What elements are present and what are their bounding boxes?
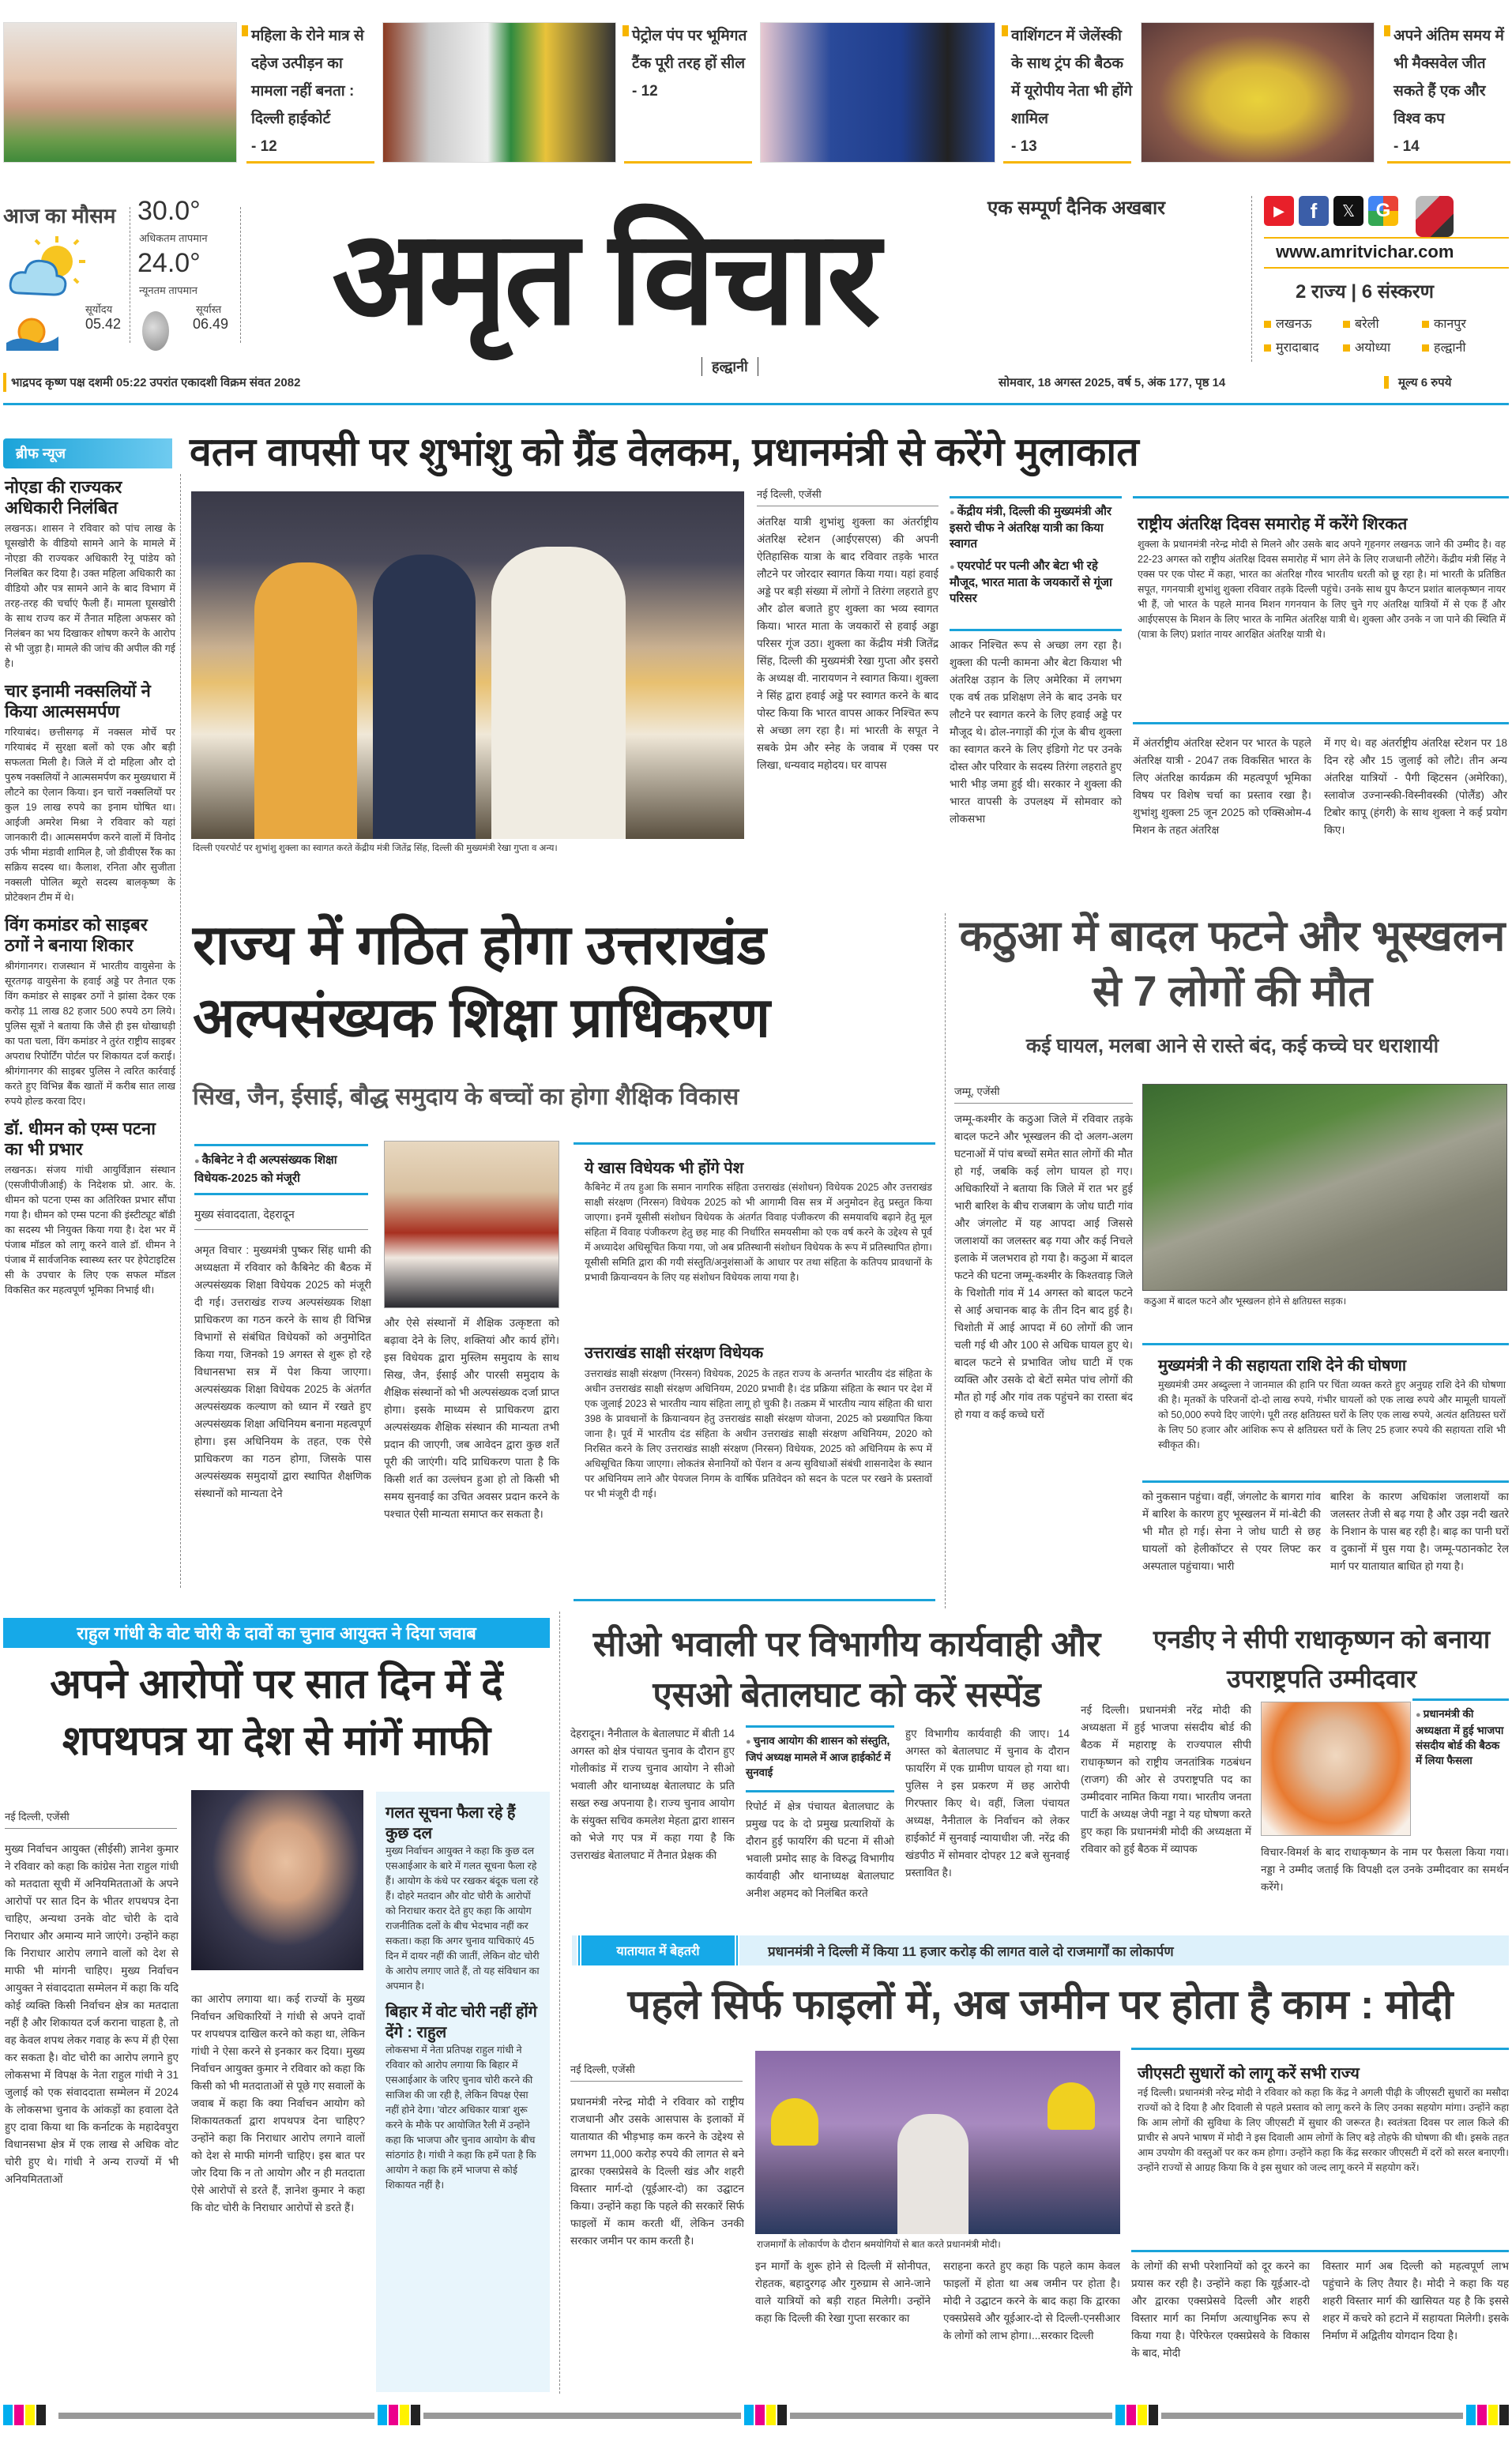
divider — [240, 207, 241, 343]
color-bar — [3, 2405, 49, 2425]
color-bar — [1112, 2405, 1161, 2425]
color-bar — [374, 2405, 423, 2425]
highway-body-col4: के लोगों की सभी परेशानियों को दूर करने का प्रयास कर रही है। उन्होंने कहा कि यूईआर-दो और द्वारका एक्सप्रेसवे दिल्ली और शहरी विस्तार मार्ग का निर्माण अत्याधुनिक रूप से किया गया है। पेरिफेरल एक्सप्रेसवे के विकास के बाद, मोदी — [1131, 2260, 1310, 2359]
box-body: मुख्यमंत्री उमर अब्दुल्ला ने जानमाल की हानि पर चिंता व्यक्त करते हुए अनुग्रह राशि देने की घोषणा की है। मृतकों के परिजनों दो-दो लाख रुपये, गंभीर घायलों को एक लाख रुपये और मामूली घायलों को 50,000 रुपये दिए जाएंगे। पूरी तरह क्षतिग्रस्त घरों के लिए एक लाख रुपये, अत्यंत क्षतिग्रस्त घरों के लिए 50 हजार और आंशिक रूप से क्षतिग्रस्त घरों के लिए 25 हजार रुपये की सहायता राशि भी स्वीकृत की। — [1158, 1379, 1506, 1450]
helmet — [1047, 2082, 1095, 2130]
box-headline: जीएसटी सुधारों को लागू करें सभी राज्य — [1138, 2065, 1360, 2082]
divider — [1142, 1343, 1509, 1345]
highway-photo-caption: राजमार्गों के लोकार्पण के दौरान श्रमयोगियों से बात करते प्रधानमंत्री मोदी। — [757, 2239, 1001, 2250]
divider — [5, 1828, 177, 1829]
google-icon[interactable]: G — [1368, 196, 1398, 226]
nda-highlight: ● प्रधानमंत्री की अध्यक्षता में हुई भाजपा संसदीय बोर्ड की बैठक में लिया फैसला — [1416, 1706, 1509, 1768]
brief-headline: चार इनामी नक्सलियों ने किया आत्मसमर्पण — [5, 681, 151, 721]
lead-headline[interactable]: वतन वापसी पर शुभांशु को ग्रैंड वेलकम, प्रधानमंत्री से करेंगे मुलाकात — [190, 430, 1139, 474]
masthead-rule — [3, 403, 1509, 405]
teaser-image-court[interactable] — [3, 22, 237, 163]
uttarakhand-highlight: ● कैबिनेट ने दी अल्पसंख्यक शिक्षा विधेयक-2025 को मंजूरी — [194, 1152, 368, 1187]
color-bar — [741, 2405, 790, 2425]
co-body-col3: हुए विभागीय कार्यवाही की जाए। 14 अगस्त को बेतालघाट में चुनाव के दौरान फायरिंग में एक ग्रामीण घायल हो गया था। पुलिस ने इस प्रकरण में छह आरोपी गिरफ्तार किए थे। वहीं, जिला पंचायत अध्यक्ष, नैनीताल के निर्वाचन को लेकर हाईकोर्ट में सुनवाई न्यायाधीश जी. नरेंद्र की खंडपीठ में सोमवार दोपहर 12 बजे सुनवाई प्रस्तावित है। — [905, 1728, 1070, 1879]
cec-headline[interactable]: अपने आरोपों पर सात दिन में दें शपथपत्र या देश से मांगें माफी — [50, 1661, 503, 1764]
highway-banner-label: यातायात में बेहतरी — [577, 1935, 739, 1965]
brief-item[interactable] — [5, 915, 175, 1109]
highway-body-col1: प्रधानमंत्री नरेन्द्र मोदी ने रविवार को राष्ट्रीय राजधानी और उसके आसपास के इलाकों में यातायात की भीड़भाड़ कम करने के उद्देश्य से लगभग 11,000 करोड़ रुपये की लागत से बने द्वारका एक्सप्रेसवे के दिल्ली खंड और शहरी विस्तार मार्ग-दो (यूईआर-दो) का उद्घाटन किया। उन्होंने कहा कि पहले की सरकारें सिर्फ फाइलों में काम करती थीं, लेकिन उनकी सरकार जमीन पर काम करती है। — [570, 2096, 744, 2247]
teaser-underline — [1387, 161, 1510, 164]
lead-dateline: नई दिल्ली, एजेंसी — [757, 488, 822, 500]
co-highlight: ● चुनाव आयोग की शासन को संस्तुति, जिपं अध्यक्ष मामले में आज हाईकोर्ट में सुनवाई — [746, 1733, 894, 1780]
person-figure — [373, 555, 476, 839]
dhami-photo[interactable] — [384, 1141, 559, 1308]
kathua-body-col1: जम्मू-कश्मीर के कठुआ जिले में रविवार तड़के बादल फटने और भूस्खलन की दो अलग-अलग घटनाओं में पांच बच्चों समेत सात लोगों की मौत हो गई, जबकि कई लोग घायल हो गए। अधिकारियों ने बताया कि जिले में रात भर हुई भारी बारिश के बीच राजबाग के जोध घाटी गांव और जंगलोट में यह आपदा आई जिससे जलाशयों का जलस्तर बढ़ गया और कई निचले इलाके में जलभराव हो गया है। कठुआ में बादल फटने की घटना जम्मू-कश्मीर के किश्तवाड़ जिले के चिशोती गांव में 14 अगस्त को बादल फटने से आई अचानक बाढ़ के तीन दिन बाद हुई है। चिशोती में आई आपदा में 60 लोगों की जान चली गई थी और 100 से अधिक घायल हुए थे। बादल फटने से प्रभावित जोध घाटी में एक व्यक्ति और उसके दो बेटों समेत पांच लोगों की मौत हो गई और गांव तक पहुंचने का रास्ता बंद हो गया व कई कच्चे घरों — [954, 1113, 1133, 1420]
youtube-icon[interactable]: ▶ — [1264, 196, 1294, 226]
brief-headline: डॉ. धीमन को एम्स पटना का भी प्रभार — [5, 1119, 156, 1159]
box-headline: मुख्यमंत्री ने की सहायता राशि देने की घोषणा — [1158, 1357, 1407, 1375]
edition-ayodhya[interactable]: अयोध्या — [1343, 338, 1422, 355]
uttarakhand-headline[interactable]: राज्य में गठित होगा उत्तराखंड अल्पसंख्यक शिक्षा प्राधिकरण — [193, 914, 770, 1048]
divider — [1131, 2250, 1509, 2252]
facebook-icon[interactable]: f — [1299, 196, 1329, 226]
brief-body: श्रीगंगानगर। राजस्थान में भारतीय वायुसेना के सूरतगढ़ वायुसेना के हवाई अड्डे पर तैनात एक विंग कमांडर से साइबर ठगों ने झांसा देकर एक करोड़ 11 लाख 82 हजार 500 रुपये ठग लिये। पुलिस सूत्रों ने बताया कि जैसे ही इस धोखाधड़ी का पता चला, विंग कमांडर ने तुरंत राष्ट्रीय साइबर अपराध रिपोर्टिंग पोर्टल पर शिकायत दर्ज कराई। श्रीगंगानगर की साइबर पुलिस ने त्वरित कार्रवाई करते हुए विभिन्न बैंक खातों में करीब सात लाख रुपये होल्ड करवा दिए। — [5, 961, 175, 1107]
brief-body: लखनऊ। संजय गांधी आयुर्विज्ञान संस्थान (एसजीपीजीआई) के निदेशक प्रो. आर. के. धीमन को पटना एम्स का अतिरिक्त प्रभार सौंपा गया है। धीमन को एम्स पटना की इंस्टीट्यूट बॉडी का सदस्य भी नियुक्त किया गया है। देश भर में पंजाब मॉडल को लागू करने वाले डॉ. धीमन ने पंजाब में सार्वजनिक स्वास्थ्य स्तर पर हेपेटाइटिस सी के उपचार के लिए एक सफल मॉडल विकसित कर महत्वपूर्ण भूमिका निभाई थी। — [5, 1164, 175, 1296]
max-temp-label: अधिकतम तापमान — [139, 232, 208, 244]
teaser-image-eu-leaders[interactable] — [760, 22, 995, 163]
divider — [570, 2081, 743, 2082]
cec-body-col1: मुख्य निर्वाचन आयुक्त (सीईसी) ज्ञानेश कुमार ने रविवार को कहा कि कांग्रेस नेता राहुल गांधी को मतदाता सूची में अनियमितताओं के अपने आरोपों पर सात दिन के भीतर शपथपत्र देना चाहिए, अन्यथा उनके वोट चोरी के दावे निराधार और अमान्य माने जाएंगे। उन्होंने कहा कि निराधार आरोप लगाने वालों को देश से माफी भी मांगनी चाहिए। मुख्य निर्वाचन आयुक्त ने संवाददाता सम्मेलन में कहा कि यदि कोई व्यक्ति किसी निर्वाचन क्षेत्र का मतदाता नहीं है और शिकायत दर्ज कराना चाहता है, तो वह केवल शपथ लेकर गवाह के रूप में ही ऐसा कर सकता है। वोट चोरी का आरोप लगाने हुए लोकसभा में विपक्ष के नेता राहुल गांधी ने 31 जुलाई को एक संवाददाता सम्मेलन में 2024 के लोकसभा चुनाव के आंकड़ों का हवाला देते हुए दावा किया था कि कर्नाटक के महादेवपुरा विधानसभा क्षेत्र में एक लाख से अधिक वोट चोरी हुए थे। गांधी ने अन्य राज्यों में भी अनियमितताओं — [5, 1843, 179, 2185]
divider — [194, 1144, 368, 1146]
divider — [1142, 1480, 1509, 1483]
teaser-4[interactable]: अपने अंतिम समय में भी मैक्सवेल जीत सकते हैं एक और विश्व कप - 14 — [1394, 22, 1508, 160]
sunrise-time: 05.42 — [85, 316, 122, 332]
brief-item[interactable] — [5, 681, 175, 905]
partly-cloudy-icon — [8, 236, 87, 299]
teaser-underline — [1003, 161, 1131, 164]
dateline: सोमवार, 18 अगस्त 2025, वर्ष 5, अंक 177, पृष्ठ 14 — [999, 376, 1226, 389]
sidebar-box-headline: राष्ट्रीय अंतरिक्ष दिवस समारोह में करेंगे शिरकत — [1138, 515, 1408, 533]
nda-headline[interactable]: एनडीए ने सीपी राधाकृष्णन को बनाया उपराष्ट्रपति उम्मीदवार — [1153, 1625, 1491, 1693]
divider — [194, 1229, 368, 1230]
editions-summary: 2 राज्य | 6 संस्करण — [1296, 281, 1434, 303]
lead-body-col1: अंतरिक्ष यात्री शुभांशु शुक्ला का अंतर्राष्ट्रीय अंतरिक्ष स्टेशन (आईएसएस) की अपनी ऐतिहासिक यात्रा के बाद रविवार तड़के भारत लौटने पर जोरदार स्वागत किया गया। यहां हवाई अड्डे पर बड़ी संख्या में लोगों ने तिरंगा लहराते हुए और ढोल बजाते हुए शुक्ला का भव्य स्वागत किया। भारत माता के जयकारों से हवाई अड्डा परिसर गूंज उठा। शुक्ला का केंद्रीय मंत्री जितेंद्र सिंह, दिल्ली की मुख्यमंत्री रेखा गुप्ता और इसरो के अध्यक्ष वी. नारायणन ने स्वागत किया। शुक्ला ने सिंह द्वारा हवाई अड्डे पर स्वागत करने के बाद पोस्ट किया कि भारत वापस आकर निश्चित रूप से अच्छा लग रहा है। मां भारती के सपूत ने सबके प्रेम और स्नेह के जवाब में एक्स पर लिखा, धन्यवाद महोदय। घर वापस — [757, 516, 938, 771]
panchang: भाद्रपद कृष्ण पक्ष दशमी 05:22 उपरांत एकादशी विक्रम संवत 2082 — [11, 376, 301, 389]
box-headline: उत्तराखंड साक्षी संरक्षण विधेयक — [585, 1345, 764, 1362]
divider — [954, 1103, 1133, 1104]
brief-body: लखनऊ। शासन ने रविवार को पांच लाख के घूसखोरी के वीडियो सामने आने के मामले में नोएडा की राज्यकर अधिकारी रेनू पांडेय को निलंबित कर दिया है। उक्त महिला अधिकारी का वीडियो और पत्र सामने आने के बाद विभाग में तरह-तरह की चर्चाएं फैली हैं। मामला घूसखोरी के साथ राज्य कर में तैनात महिला अफसर को निलंबन का भय दिखाकर शोषण करने के आरोप से भी जुड़ा है। मामले की जांच की अपील की गई है। — [5, 523, 175, 669]
highway-body-col2: इन मार्गों के शुरू होने से दिल्ली में सोनीपत, रोहतक, बहादुरगढ़ और गुरुग्राम से आने-जाने वाले यात्रियों को बड़ी राहत मिलेगी। उन्होंने कहा कि दिल्ली की रेखा गुप्ता सरकार का — [755, 2260, 931, 2324]
edition-city: हल्द्वानी — [701, 357, 758, 376]
co-headline[interactable]: सीओ भवाली पर विभागीय कार्यवाही और एसओ बेतालघाट को करें सस्पेंड — [592, 1625, 1101, 1714]
divider — [574, 1599, 935, 1601]
divider — [1264, 267, 1509, 269]
box-body: मुख्य निर्वाचन आयुक्त ने कहा कि कुछ दल एसआईआर के बारे में गलत सूचना फैला रहे हैं। आयोग के कंधे पर रखकर बंदूक चला रहे हैं। दोहरे मतदान और वोट चोरी के आरोपों को निराधार करार देते हुए कहा कि आयोग राजनीतिक दलों के बीच भेदभाव नहीं कर सकता। कहा कि अगर चुनाव याचिकाएं 45 दिन में दायर नहीं की जातीं, लेकिन वोट चोरी के आरोप लगाए जाते हैं, तो यह संविधान का अपमान है। — [386, 1845, 540, 1992]
nda-body-col1: नई दिल्ली। प्रधानमंत्री नरेंद्र मोदी की अध्यक्षता में हुई भाजपा संसदीय बोर्ड की बैठक में महाराष्ट्र के राज्यपाल सीपी राधाकृष्णन को राष्ट्रीय जनतांत्रिक गठबंधन (राजग) की ओर से उपराष्ट्रपति पद का उम्मीदवार नामित किया गया। भारतीय जनता पार्टी के अध्यक्ष जेपी नड्डा ने यह घोषणा करते हुए कहा कि प्रधानमंत्री मोदी की अध्यक्षता में रविवार को हुई बैठक में व्यापक — [1081, 1704, 1251, 1855]
sunset-label: सूर्यास्त — [196, 303, 222, 315]
brief-item[interactable] — [5, 1119, 175, 1298]
edition-moradabad[interactable]: मुरादाबाद — [1264, 338, 1343, 355]
special-bills-box — [585, 1158, 932, 1285]
brief-item[interactable] — [5, 477, 175, 671]
weather-box — [3, 193, 240, 343]
website-link[interactable]: www.amritvichar.com — [1276, 242, 1454, 261]
highlight-item: ● केंद्रीय मंत्री, दिल्ली की मुख्यमंत्री और इसरो चीफ ने अंतरिक्ष यात्री का किया स्वागत — [950, 504, 1122, 552]
color-bar — [1463, 2405, 1509, 2425]
co-body-col1: देहरादून। नैनीताल के बेतालघाट में बीती 14 अगस्त को क्षेत्र पंचायत चुनाव के दौरान हुए गोलीकांड में राज्य चुनाव आयोग ने सीओ भवाली और थानाध्यक्ष बेतालघाट के प्रति सख्त रुख अपनाया है। राज्य चुनाव आयोग के संयुक्त सचिव कमलेश मेहता द्वारा शासन को भेजे गए पत्र में कहा गया है कि उत्तराखंड बेतालघाट में तैनात प्रेक्षक की — [570, 1728, 735, 1861]
person-figure — [254, 562, 357, 839]
sunset-time: 06.49 — [193, 316, 229, 332]
helmet — [771, 2098, 818, 2146]
lead-photo-caption: दिल्ली एयरपोर्ट पर शुभांशु शुक्ला का स्वागत करते केंद्रीय मंत्री जितेंद्र सिंह, दिल्ली की मुख्यमंत्री रेखा गुप्ता व अन्य। — [193, 844, 558, 853]
edition-kanpur[interactable]: कानपुर — [1422, 314, 1501, 332]
modi-workers-photo[interactable] — [755, 2051, 1120, 2234]
kathua-body-col2: को नुकसान पहुंचा। वहीं, जंगलोट के बागरा गांव में बारिश के कारण हुए भूस्खलन में मां-बेटी की भी मौत हो गई। सेना ने जोध घाटी से छह घायलों को हेलीकॉप्टर से एयर लिफ्ट कर अस्पताल पहुंचाया। भारी — [1142, 1491, 1321, 1572]
sunrise-icon — [6, 311, 58, 351]
social-icons — [1264, 196, 1454, 237]
nda-body-col2: विचार-विमर्श के बाद राधाकृष्णन के नाम पर फैसला किया गया। नड्डा ने उम्मीद जताई कि विपक्षी दल उनके उम्मीदवार का समर्थन करेंगे। — [1261, 1846, 1509, 1893]
highway-banner-text: प्रधानमंत्री ने दिल्ली में किया 11 हजार करोड़ की लागत वाले दो राजमार्गों का लोकार्पण — [768, 1943, 1174, 1959]
masthead-title[interactable]: अमृत विचार — [332, 205, 878, 352]
divider — [950, 629, 1122, 631]
edition-lucknow[interactable]: लखनऊ — [1264, 314, 1343, 332]
landslide-photo-caption: कठुआ में बादल फटने और भूस्खलन होने से क्षतिग्रस्त सड़क। — [1144, 1296, 1347, 1307]
column-divider — [559, 1612, 560, 2394]
highway-body-col5: विस्तार मार्ग अब दिल्ली को महत्वपूर्ण लाभ पहुंचाने के लिए तैयार है। मोदी ने कहा कि यह शहरी विस्तार मार्ग की खासियत यह है कि इससे शहर में कचरे को हटाने में सहायता मिलेगी। इसके निर्माण में अद्वितीय योगदान दिया है। — [1322, 2260, 1509, 2342]
x-icon[interactable]: 𝕏 — [1333, 196, 1363, 226]
microphone-icon — [1416, 196, 1454, 237]
kathua-subheadline: कई घायल, मलबा आने से रास्ते बंद, कई कच्चे घर धराशायी — [1025, 1035, 1439, 1057]
cec-sidebar-box — [376, 1792, 550, 2392]
divider — [950, 496, 1122, 498]
cec-body-col2: का आरोप लगाया था। कई राज्यों के मुख्य निर्वाचन अधिकारियों ने गांधी से अपने दावों पर शपथपत्र दाखिल करने को कहा था, लेकिन गांधी ने ऐसा करने से इनकार कर दिया। मुख्य निर्वाचन आयुक्त कुमार ने रविवार को कहा कि किसी को भी मतदाताओं से पूछे गए सवालों के जवाब में कहा कि क्या निर्वाचन आयोग को शिकायतकर्ता द्वारा शपथपत्र देना चाहिए? उन्होंने कहा कि निराधार आरोप लगाने वालों को देश से माफी मांगनी चाहिए। इस बात पर जोर दिया कि न तो आयोग और न ही मतदाता ऐसे आरोपों से डरते हैं, ज्ञानेश कुमार ने कहा कि वोट चोरी के निराधार आरोपों से डरते हैं। — [191, 1993, 365, 2214]
box-headline: बिहार में वोट चोरी नहीं होंगे देंगे : राहुल — [386, 2003, 537, 2041]
divider — [1133, 722, 1509, 724]
brief-news-list — [5, 477, 175, 1298]
box-body: उत्तराखंड साक्षी संरक्षण (निरसन) विधेयक, 2025 के तहत राज्य के अन्तर्गत भारतीय दंड संहिता के अधीन उत्तराखंड साक्षी संरक्षण अधिनियम, 2020 प्रभावी है। दंड प्रक्रिया संहिता के स्थान पर देश में एक जुलाई 2023 से भारतीय न्याय संहिता लागू हो चुकी है। तत्क्रम में भारतीय न्याय संहिता की धारा 398 के प्रावधानों के क्रियान्वयन हेतु उत्तराखंड साक्षी संरक्षण योजना, 2025 को प्रख्यापित किया जाना है। पूर्व में भारतीय दंड संहिता के अधीन उत्तराखंड साक्षी संरक्षण अधिनियम, 2020 को निरसित करने के लिए उत्तराखंड साक्षी संरक्षण (निरसन) विधेयक, 2025 को अधिनियम के रूप में अधिसूचित किया जाएगा। लोकतंत्र सेनानियों को पेंशन व अन्य सुविधाओं संबंधी शासनादेश के स्थान पर अधिनियम लाने और पेयजल निगम के वार्षिक प्रतिवेदन को सदन के पटल पर रखने के प्रस्तावों पर भी मंजूरी दी गई। — [585, 1368, 932, 1499]
landslide-photo[interactable] — [1142, 1084, 1507, 1291]
column-divider — [945, 913, 946, 1608]
lead-body-col3: में अंतर्राष्ट्रीय अंतरिक्ष स्टेशन पर भारत के पहले अंतरिक्ष यात्री - 2047 तक विकसित भारत के लिए अंतरिक्ष कार्यक्रम की महत्वपूर्ण भूमिका विषय पर विशेष चर्चा का प्रस्ताव रखा है। शुभांशु शुक्ला 25 जून 2025 को एक्सिओम-4 मिशन के तहत अंतरिक्ष — [1133, 737, 1311, 836]
column-divider — [180, 474, 181, 1588]
brief-news-tab[interactable]: ब्रीफ न्यूज — [3, 438, 172, 468]
box-headline: ये खास विधेयक भी होंगे पेश — [585, 1160, 744, 1177]
witness-bill-box — [585, 1343, 932, 1502]
gst-box — [1138, 2063, 1509, 2176]
cec-dateline: नई दिल्ली, एजेंसी — [5, 1811, 70, 1822]
lead-highlights — [950, 504, 1122, 607]
price: मूल्य 6 रुपये — [1398, 376, 1452, 389]
box-body: नई दिल्ली। प्रधानमंत्री नरेन्द्र मोदी ने रविवार को कहा कि केंद्र ने अगली पीढ़ी के जीएसटी सुधारों का मसौदा राज्यों को दे दिया है और दिवाली से पहले प्रस्ताव को लागू करने के लिए उनका सहयोग मांगा। उन्होंने कहा कि आम लोगों की सुविधा के लिए जीएसटी में सुधार की जरूरत है। स्वतंत्रता दिवस पर लाल किले की प्राचीर से अपने भाषण में मोदी ने इस दिवाली आम लोगों के लिए बड़े तोहफे की घोषणा की थी। इसके तहत आम उपयोग की वस्तुओं पर कर कम होगा। उन्होंने कहा कि केंद्र सरकार जीएसटी में दरों को सरल बनाएगी। उन्होंने राज्यों से आग्रह किया कि वे इस सुधार को जल्द लागू करने में सहयोग करें। — [1138, 2087, 1509, 2173]
divider — [1131, 2048, 1509, 2050]
teaser-image-maxwell[interactable] — [1141, 22, 1375, 163]
brief-headline: विंग कमांडर को साइबर ठगों ने बनाया शिकार — [5, 915, 148, 955]
person-figure — [491, 547, 626, 839]
uttarakhand-subheadline: सिख, जैन, ईसाई, बौद्ध समुदाय के बच्चों का होगा शैक्षिक विकास — [193, 1084, 739, 1110]
max-temp: 30.0° — [137, 196, 201, 226]
sidebar-box-body: शुक्ला के प्रधानमंत्री नरेन्द्र मोदी से मिलने और उसके बाद अपने गृहनगर लखनऊ जाने की उम्मीद है। वह 22-23 अगस्त को राष्ट्रीय अंतरिक्ष दिवस समारोह में भाग लेने के लिए राजधानी लौटेंगे। केंद्रीय मंत्री सिंह ने एक्स पर एक पोस्ट में कहा, भारत का अंतरिक्ष गौरव भारतीय धरती को छू रहा है। मां भारती के प्रतिष्ठित सपूत, गगनयात्री शुभांशु शुक्ला रविवार तड़के दिल्ली पहुंचे। उनके साथ ग्रुप कैप्टन प्रशांत बालकृष्णन नायर भी हैं, जो भारत के पहले मानव मिशन गगनयान के लिए चुने गए अंतरिक्ष यात्रियों में से एक हैं और आईएसएस के मिशन के लिए भारत के नामित अंतरिक्ष यात्री थे। शुक्ला और उनके न जा पाने की स्थिति में (यात्रा के लिए) प्रशांत नायर आरक्षित अंतरिक्ष यात्री थे। — [1138, 539, 1506, 640]
person-figure — [897, 2114, 969, 2234]
teaser-image-petrol-pump[interactable] — [382, 22, 616, 163]
highway-banner — [572, 1935, 1509, 1965]
editions-list — [1264, 314, 1509, 355]
divider — [1133, 496, 1509, 498]
highway-dateline: नई दिल्ली, एजेंसी — [570, 2063, 635, 2075]
divider — [746, 1790, 894, 1792]
divider — [574, 1142, 935, 1145]
teaser-3[interactable]: वाशिंगटन में जेलेंस्की के साथ ट्रंप की बैठक में यूरोपीय नेता भी होंगे शामिल - 13 — [1011, 22, 1136, 160]
divider — [1412, 1698, 1509, 1701]
uttarakhand-body-col1: अमृत विचार : मुख्यमंत्री पुष्कर सिंह धामी की अध्यक्षता में रविवार को कैबिनेट की बैठक में अल्पसंख्यक शिक्षा विधेयक 2025 को मंजूरी दी गई। उत्तराखंड राज्य अल्पसंख्यक शिक्षा प्राधिकरण का गठन करने के साथ ही विभिन्न विभागों से संबंधित विधेयकों को अनुमोदित किया गया, जिनको 19 अगस्त से शुरू हो रहे विधानसभा सत्र में पेश किया जाएगा। अल्पसंख्यक शिक्षा विधेयक 2025 के अंतर्गत अल्पसंख्यक कल्याण को ध्यान में रखते हुए अल्पसंख्यक शिक्षा अधिनियम बनाना महत्वपूर्ण होगा। इस अधिनियम के तहत, एक ऐसे प्राधिकरण का गठन होगा, जिसके पास अल्पसंख्यक समुदायों द्वारा स्थापित शैक्षणिक संस्थानों को मान्यता देने — [194, 1244, 371, 1499]
divider — [1264, 237, 1509, 239]
sunrise-label: सूर्योदय — [85, 303, 113, 315]
kathua-dateline: जम्मू, एजेंसी — [954, 1085, 1000, 1097]
teaser-underline — [624, 161, 752, 164]
edition-haldwani[interactable]: हल्द्वानी — [1422, 338, 1501, 355]
relief-box — [1158, 1356, 1506, 1453]
brief-headline: नोएडा की राज्यकर अधिकारी निलंबित — [5, 477, 122, 517]
divider — [1251, 196, 1252, 362]
teaser-2[interactable]: पेट्रोल पंप पर भूमिगत टैंक पूरी तरह हों सील - 12 — [632, 22, 757, 105]
gyanesh-kumar-photo[interactable] — [191, 1790, 363, 1970]
accent-bar — [3, 373, 6, 392]
lead-body-col2: आकर निश्चित रूप से अच्छा लग रहा है। शुक्ला की पत्नी कामना और बेटा कियाश भी अंतरिक्ष उड़ान के लिए अमेरिका में लगभग एक वर्ष तक प्रशिक्षण लेने के बाद उनके घर लौटने पर स्वागत करने के लिए हवाई अड्डे पर मौजूद थे। ढोल-नगाड़ों की गूंज के बीच शुक्ला का स्वागत करने के लिए इंडिगो गेट पर उनके दोस्त और परिवार के सदस्य तिरंगा लहराते हुए भारी भीड़ जमा हुई थी। सरकार ने शुक्ला की भारत वापसी के उपलक्ष्य में सोमवार को लोकसभा — [950, 639, 1122, 825]
min-temp-label: न्यूनतम तापमान — [139, 284, 197, 296]
lead-photo[interactable] — [191, 491, 744, 839]
divider — [746, 1725, 894, 1728]
weather-title: आज का मौसम — [3, 204, 116, 228]
divider — [194, 1193, 368, 1195]
moon-icon — [142, 311, 169, 351]
lead-sidebar-box — [1138, 513, 1506, 642]
kathua-headline[interactable]: कठुआ में बादल फटने और भूस्खलन से 7 लोगों की मौत — [959, 912, 1506, 1015]
cec-banner: राहुल गांधी के वोट चोरी के दावों का चुनाव आयुक्त ने दिया जवाब — [3, 1618, 550, 1648]
highlight-item: ● एयरपोर्ट पर पत्नी और बेटा भी रहे मौजूद, भारत माता के जयकारों से गूंजा परिसर — [950, 559, 1122, 607]
teaser-underline — [246, 161, 374, 164]
uttarakhand-dateline: मुख्य संवाददाता, देहरादून — [194, 1208, 295, 1221]
accent-bar — [1384, 376, 1389, 389]
box-body: लोकसभा में नेता प्रतिपक्ष राहुल गांधी ने रविवार को आरोप लगाया कि बिहार में एसआईआर के जरिए चुनाव चोरी करने की साजिश की जा रही है, लेकिन विपक्ष ऐसा नहीं होने देगा। 'वोटर अधिकार यात्रा' शुरू करने के मौके पर आयोजित रैली में उन्होंने कहा कि भाजपा और चुनाव आयोग के बीच सांठगांठ है। गांधी ने कहा कि हमें पता है कि आयोग ने कहा कि हमें भाजपा से कोई शिकायत नहीं है। — [386, 2044, 536, 2191]
masthead-tagline: एक सम्पूर्ण दैनिक अखबार — [987, 197, 1165, 219]
uttarakhand-body-col2: और ऐसे संस्थानों में शैक्षिक उत्कृष्टता को बढ़ावा देने के लिए, शक्तियां और कार्य होंगे। इस विधेयक द्वारा मुस्लिम समुदाय के साथ सिख, जैन, ईसाई और पारसी समुदाय के शैक्षिक संस्थानों को भी अल्पसंख्यक दर्जा प्राप्त होगा। इसके माध्यम से प्राधिकरण द्वारा अल्पसंख्यक शैक्षिक संस्थान की मान्यता तभी प्रदान की जाएगी, जब आवेदन द्वारा कुछ शर्तें पूरी की जाएंगी। यदि प्राधिकरण पाता है कि किसी शर्त का उल्लंघन हुआ हो तो किसी भी समय सुनवाई का उचित अवसर प्रदान करने के पश्चात ऐसी मान्यता समाप्त कर सकता है। — [384, 1317, 559, 1520]
highway-body-col3: सराहना करते हुए कहा कि पहले काम केवल फाइलों में होता था अब जमीन पर होता है। मोदी ने उद्घाटन करने के बाद कहा कि द्वारका एक्सप्रेसवे और यूईआर-दो से दिल्ली-एनसीआर के लोगों को लाभ होगा।...सरकार दिल्ली — [943, 2260, 1120, 2342]
min-temp: 24.0° — [137, 248, 201, 278]
co-body-col2: रिपोर्ट में क्षेत्र पंचायत बेतालघाट के प्रमुख पद के दो प्रमुख प्रत्याशियों के दौरान हुई फायरिंग की घटना में सीओ भवाली प्रमोद साह के विरुद्ध विभागीय कार्यवाही और थानाध्यक्ष बेतालघाट अनीश अहमद को निलंबित करते — [746, 1800, 894, 1899]
edition-bareilly[interactable]: बरेली — [1343, 314, 1422, 332]
brief-body: गरियाबंद। छत्तीसगढ़ में नक्सल मोर्चे पर गरियाबंद में सुरक्षा बलों को एक और बड़ी सफलता मिली है। जिले में दो महिला और दो पुरुष नक्सलियों ने आत्मसमर्पण कर मुख्यधारा में लौटने का ऐलान किया। इन चारों नक्सलियों पर कुल 19 लाख रुपये का इनाम घोषित था। आईजी अमरेश मिश्रा ने रविवार को यहां जानकारी दी। आत्मसमर्पण करने वालों में विनोद उर्फ भीमा मंडावी शामिल है, जो डीवीएस रैंक का सक्रिय सदस्य था। कैलाश, रनिता और सुजीता नक्सली पोलित ब्यूरो सदस्य बालकृष्ण के प्रोटेक्शन टीम में थे। — [5, 727, 175, 903]
radhakrishnan-photo[interactable] — [1261, 1702, 1411, 1836]
teaser-1[interactable]: महिला के रोने मात्र से दहेज उत्पीड़न का मामला नहीं बनता : दिल्ली हाईकोर्ट - 12 — [251, 22, 376, 160]
lead-body-col4: में गए थे। वह अंतर्राष्ट्रीय अंतरिक्ष स्टेशन पर 18 दिन रहे और 15 जुलाई को लौटे। तीन अन्य अंतरिक्ष यात्रियों - पैगी व्हिटसन (अमेरिका), स्लावोज उज्नान्स्की-विस्नीवस्की (पोलैंड) और टिबोर कापू (हंगरी) के साथ शुक्ला ने कई प्रयोग किए। — [1324, 737, 1507, 836]
kathua-body-col3: बारिश के कारण अधिकांश जलाशयों का जलस्तर तेजी से बढ़ गया है और उझ नदी खतरे के निशान के पास बह रही है। बाढ़ का पानी घरों व दुकानों में घुस गया है। जम्मू-पठानकोट रेल मार्ग पर यातायात बाधित हो गया है। — [1330, 1491, 1509, 1572]
print-marks — [3, 2405, 1509, 2425]
highway-headline[interactable]: पहले सिर्फ फाइलों में, अब जमीन पर होता है काम : मोदी — [627, 1982, 1454, 2028]
box-body: कैबिनेट में तय हुआ कि समान नागरिक संहिता उत्तराखंड (संशोधन) विधेयक 2025 और उत्तराखंड साक्षी संरक्षण (निरसन) विधेयक 2025 को भी आगामी विस सत्र में अनुमोदन हेतु प्रस्तुत किया जाएगा। इनमें यूसीसी संशोधन विधेयक के अंतर्गत विवाह पंजीकरण की समयावधि बढ़ाने हेतु मूल संहिता में विवाह पंजीकरण हेतु छह माह की निर्धारित समयसीमा को एक वर्ष करने के उद्देश्य से पूर्व में अध्यादेश अधिसूचित किया गया, जो अब प्रतिस्थानी संशोधन विधेयक के रूप में प्रतिस्थापित होगा। यूसीसी समिति द्वारा की गयी संस्तुति/अनुशंसाओं के आधार पर तथा संहिता के कतिपय प्रावधानों के प्रभावी क्रियान्वयन के लिए यह संशोधन विधेयक लाया गया है। — [585, 1182, 932, 1283]
box-headline: गलत सूचना फैला रहे हैं कुछ दल — [386, 1804, 516, 1842]
